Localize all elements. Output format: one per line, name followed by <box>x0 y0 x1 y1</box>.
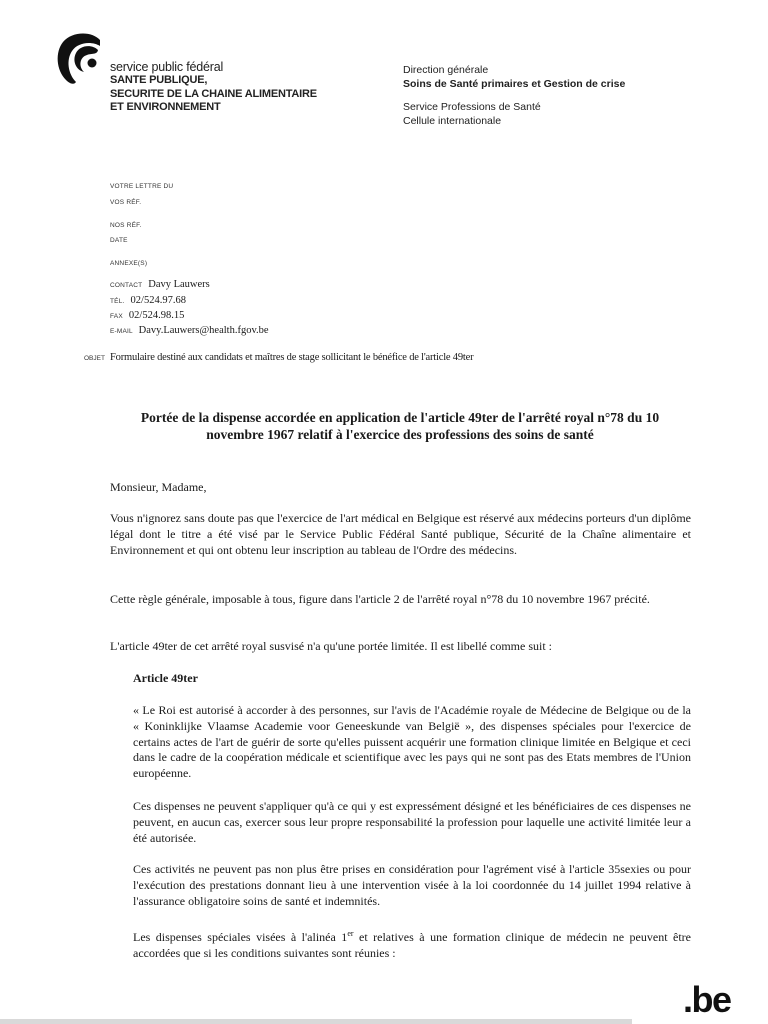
ref-vos-ref: VOS RÉF. <box>110 199 142 206</box>
quote-paragraph-2: Ces dispenses ne peuvent s'appliquer qu'à ce qui y est expressément désigné et les bénéficiaires de ces dispenses ne peuvent, en aucun cas, exercer sous leur propre responsabilité la profession pour laquelle une activité limitée leur a été autorisée. <box>133 799 691 845</box>
article-heading: Article 49ter <box>133 671 198 685</box>
quote-4-superscript: er <box>347 929 354 938</box>
org-line-2: SECURITE DE LA CHAINE ALIMENTAIRE <box>110 87 317 100</box>
paragraph-3: L'article 49ter de cet arrêté royal susvisé n'a qu'une portée limitée. Il est libellé comme suit : <box>110 639 552 653</box>
paragraph-1: Vous n'ignorez sans doute pas que l'exercice de l'art médical en Belgique est réservé aux médecins porteurs d'un diplôme légal dont le titre a été visé par le Service Public Fédéral Santé publique, Sécurité de la Chaîne alimentaire et Environnement et qui ont obtenu leur inscription au tableau de l'Ordre des médecins. <box>110 511 691 557</box>
quote-paragraph-4 <box>133 926 691 962</box>
ref-nos-ref: NOS RÉF. <box>110 222 142 229</box>
direction-label: Direction générale <box>403 64 489 76</box>
quote-4-start: Les dispenses spéciales visées à l'alinéa 1 <box>133 930 348 944</box>
title-line-2: novembre 1967 relatif à l'exercice des professions des soins de santé <box>206 427 594 442</box>
tel-label: TÉL. <box>110 298 125 305</box>
ref-votre-lettre: VOTRE LETTRE DU <box>110 183 174 190</box>
objet-label: OBJET <box>84 355 105 362</box>
salutation: Monsieur, Madame, <box>110 480 207 494</box>
quote-4-end: et relatives à une formation clinique de médecin ne peuvent être accordées que si les conditions suivantes sont réunies : <box>133 930 691 960</box>
organization-name <box>110 60 317 115</box>
fax-row <box>110 310 184 321</box>
email-value: Davy.Lauwers@health.fgov.be <box>138 325 269 336</box>
be-logo: .be <box>683 979 731 1020</box>
cellule-name: Cellule internationale <box>403 114 502 127</box>
contact-row <box>110 279 210 290</box>
objet-value: Formulaire destiné aux candidats et maîtres de stage sollicitant le bénéfice de l'article 49ter <box>110 352 474 363</box>
quote-paragraph-1: « Le Roi est autorisé à accorder à des personnes, sur l'avis de l'Académie royale de Médecine de Belgique ou de la « Koninklijke Vlaamse Academie voor Geneeskunde van België », des dispenses spéciales pour l'exercice de certains actes de l'art de guérir de sorte qu'elles puissent acquérir une formation clinique limitée en Belgique et ceci dans le cadre de la coopération médicale et scientifique avec les pays qui ne sont pas des Etats membres de l'Union européenne. <box>133 703 691 781</box>
email-row <box>110 325 269 336</box>
document-title <box>100 409 700 443</box>
scroll-edge-bar <box>0 1019 632 1024</box>
spf-logo-icon <box>54 30 108 90</box>
org-service: service public fédéral <box>110 60 224 74</box>
email-label: E-MAIL <box>110 328 133 335</box>
tel-value: 02/524.97.68 <box>130 295 186 306</box>
ref-annexes: ANNEXE(S) <box>110 260 148 267</box>
fax-label: FAX <box>110 313 123 320</box>
contact-label: CONTACT <box>110 282 143 289</box>
quote-paragraph-3: Ces activités ne peuvent pas non plus être prises en considération pour l'agrément visé à l'article 35sexies ou pour l'exécution des prestations donnant lieu à une intervention visée à la loi coordonnée du 14 juillet 1994 relative à l'assurance obligatoire soins de santé et indemnités. <box>133 862 691 908</box>
contact-value: Davy Lauwers <box>148 279 210 290</box>
tel-row <box>110 295 186 306</box>
direction-block <box>403 64 625 128</box>
fax-value: 02/524.98.15 <box>128 310 185 321</box>
service-name: Service Professions de Santé <box>403 101 541 113</box>
org-line-3: ET ENVIRONNEMENT <box>110 101 221 113</box>
paragraph-2: Cette règle générale, imposable à tous, figure dans l'article 2 de l'arrêté royal n°78 du 10 novembre 1967 précité. <box>110 592 650 606</box>
ref-date: DATE <box>110 237 128 244</box>
org-line-1: SANTE PUBLIQUE, <box>110 74 208 86</box>
title-line-1: Portée de la dispense accordée en application de l'article 49ter de l'arrêté royal n°78 du 10 <box>140 410 660 425</box>
direction-name: Soins de Santé primaires et Gestion de crise <box>403 77 626 90</box>
